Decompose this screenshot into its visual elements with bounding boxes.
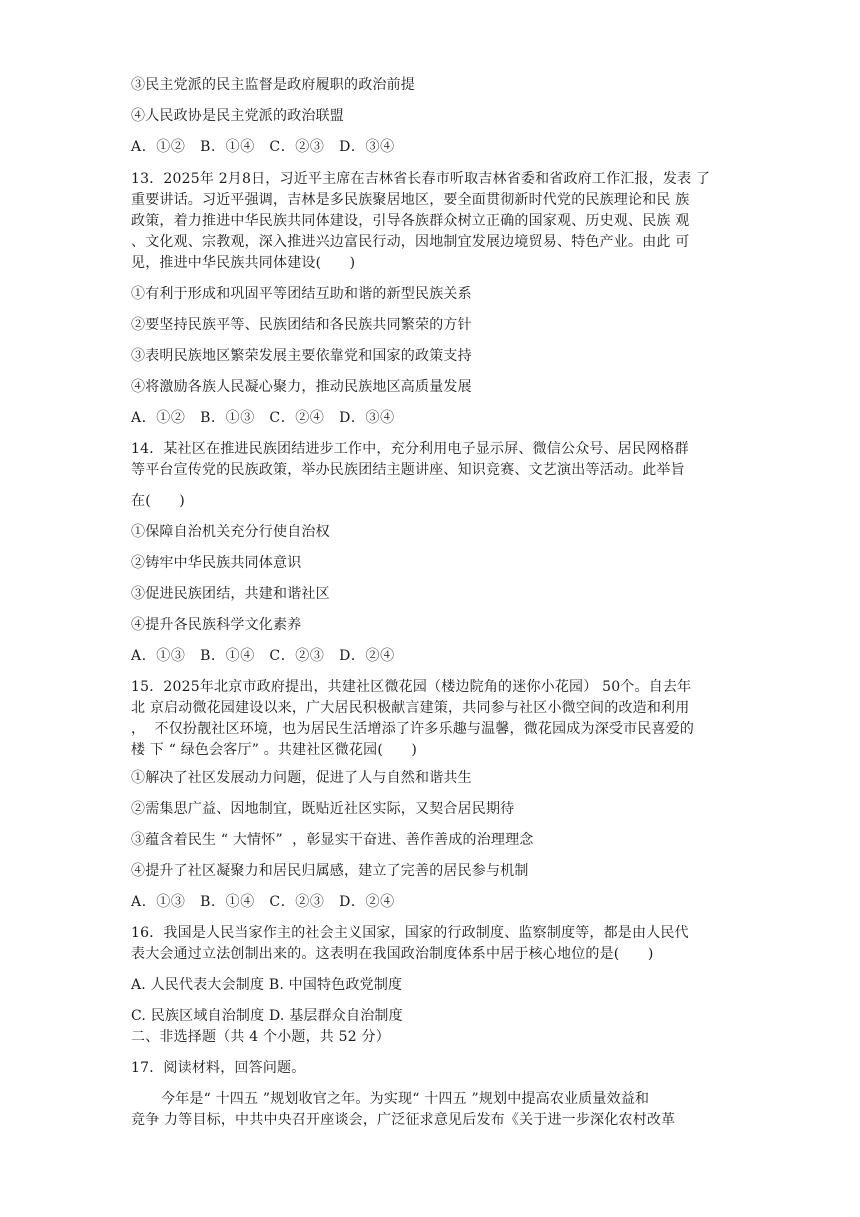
option-2-q14: ②铸牢中华民族共同体意识 — [131, 555, 302, 571]
option-2-q13: ②要坚持民族平等、民族团结和各民族共同繁荣的方针 — [131, 317, 472, 333]
question-15-stem: 北 京启动微花园建设以来，广大居民积极献言建策，共同参与社区小微空间的改造和利用 — [131, 700, 690, 716]
answer-choices-q15: A．①③ B．①④ C．②③ D．②④ — [131, 894, 395, 910]
option-4-q15: ④提升了社区凝聚力和居民归属感，建立了完善的居民参与机制 — [131, 863, 529, 879]
option-3-q12: ③民主党派的民主监督是政府履职的政治前提 — [131, 77, 415, 93]
question-14-stem: 等平台宣传党的民族政策，举办民族团结主题讲座、知识竞赛、文艺演出等活动。此举旨 — [131, 462, 685, 478]
question-15-stem: 15．2025年北京市政府提出，共建社区微花园（楼边院角的迷你小花园） 50个。自去年 — [131, 679, 692, 695]
option-1-q15: ①解决了社区发展动力问题，促进了人与自然和谐共生 — [131, 770, 472, 786]
question-13-stem: 见，推进中华民族共同体建设( ) — [131, 255, 356, 271]
question-17-material: 竞争 力等目标，中共中央召开座谈会，广泛征求意见后发布《关于进一步深化农村改革 — [131, 1112, 676, 1128]
question-15-stem: 楼 下 “ 绿色会客厅” 。共建社区微花园( ) — [131, 742, 418, 758]
option-4-q14: ④提升各民族科学文化素养 — [131, 617, 302, 633]
option-1-q14: ①保障自治机关充分行使自治权 — [131, 524, 330, 540]
answer-choices-q14: A．①③ B．①④ C．②③ D．②④ — [131, 648, 395, 664]
question-16-stem: 表大会通过立法创制出来的。这表明在我国政治制度体系中居于核心地位的是( ) — [131, 946, 654, 962]
question-13-stem: 13．2025年 2月8日，习近平主席在吉林省长春市听取吉林省委和省政府工作汇报，发表 了 — [131, 171, 711, 187]
question-17-material: 今年是“ 十四五 ”规划收官之年。为实现“ 十四五 ”规划中提高农业质量效益和 — [161, 1091, 650, 1107]
question-17-stem: 17．阅读材料，回答问题。 — [131, 1060, 306, 1076]
section-heading-non-choice: 二、非选择题（共 4 个小题，共 52 分） — [131, 1029, 390, 1045]
option-4-q13: ④将激励各族人民凝心聚力，推动民族地区高质量发展 — [131, 379, 472, 395]
answer-choices-q16-ab: A. 人民代表大会制度 B. 中国特色政党制度 — [131, 977, 403, 993]
option-3-q15: ③蕴含着民生 “ 大情怀” ，彰显实干奋进、善作善成的治理理念 — [131, 832, 534, 848]
option-2-q15: ②需集思广益、因地制宜，既贴近社区实际，又契合居民期待 — [131, 801, 515, 817]
question-13-stem: 政策，着力推进中华民族共同体建设，引导各族群众树立正确的国家观、历史观、民族 观 — [131, 213, 690, 229]
question-15-stem: ， 不仅扮靓社区环境，也为居民生活增添了许多乐趣与温馨，微花园成为深受市民喜爱的 — [131, 721, 695, 737]
option-1-q13: ①有利于形成和巩固平等团结互助和谐的新型民族关系 — [131, 286, 472, 302]
option-3-q14: ③促进民族团结，共建和谐社区 — [131, 586, 330, 602]
option-4-q12: ④人民政协是民主党派的政治联盟 — [131, 108, 344, 124]
question-14-stem: 在( ) — [131, 493, 185, 509]
answer-choices-q16-cd: C. 民族区域自治制度 D. 基层群众自治制度 — [131, 1008, 403, 1024]
option-3-q13: ③表明民族地区繁荣发展主要依靠党和国家的政策支持 — [131, 348, 472, 364]
question-13-stem: 、文化观、宗教观，深入推进兴边富民行动，因地制宜发展边境贸易、特色产业。由此 可 — [131, 234, 690, 250]
answer-choices-q12: A．①② B．①④ C．②③ D．③④ — [131, 139, 395, 155]
question-16-stem: 16．我国是人民当家作主的社会主义国家，国家的行政制度、监察制度等，都是由人民代 — [131, 925, 689, 941]
answer-choices-q13: A．①② B．①③ C．②④ D．③④ — [131, 410, 395, 426]
question-14-stem: 14．某社区在推进民族团结进步工作中，充分利用电子显示屏、微信公众号、居民网格群 — [131, 441, 689, 457]
question-13-stem: 重要讲话。习近平强调，吉林是多民族聚居地区，要全面贯彻新时代党的民族理论和民 族 — [131, 192, 690, 208]
